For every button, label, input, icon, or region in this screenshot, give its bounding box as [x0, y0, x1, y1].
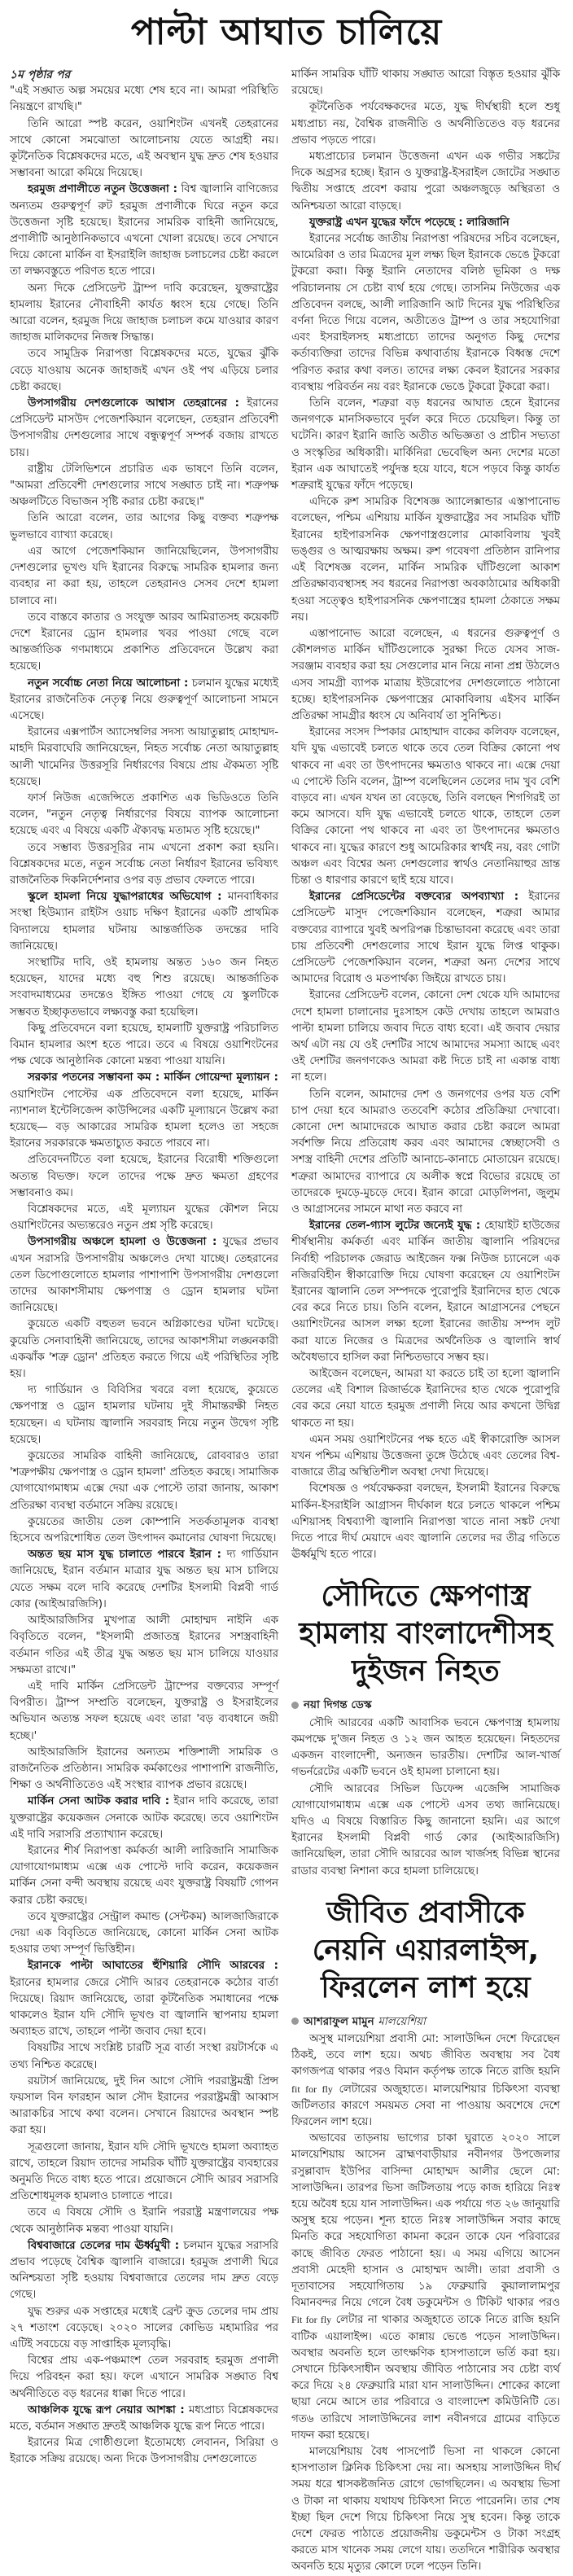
section-subheading: ইরানের তেল-গ্যাস লুটের জন্যেই যুদ্ধ : — [309, 1220, 481, 1233]
article-paragraph — [291, 494, 560, 626]
article-paragraph — [10, 2040, 278, 2073]
paragraph-text: আইআরজিসির মুখপাত্র আলী মোহাম্মদ নাইনি এক বিবৃতিতে বলেন, "ইসলামী প্রজাতন্ত্র ইরানের সশস্ত্রবাহিনী বর্তমান গতির এই তীব্র যুদ্ধ অন্তত ছয় মাস চালিয়ে যাওয়ার সক্ষমতা রাখে।" — [10, 1614, 278, 1676]
article-paragraph — [10, 1202, 278, 1234]
article-paragraph — [291, 67, 560, 99]
paragraph-text: ইরানের হামলার জেরে সৌদি আরব তেহরানকে কঠোর বার্তা দিয়েছে। রিয়াদ জানিয়েছে, তারা কূটনৈতিক সমাধানের পক্ষে থাকলেও ইরান যদি সৌদি ভূখণ্ড বা জ্বালানি স্থাপনায় হামলা অব্যাহত রাখে, তাহলে পাল্টা জবাব দেয়া হবে। — [10, 1976, 278, 2039]
paragraph-text: এস্তাপানোভ আরো বলেছেন, এ ধরনের গুরুত্বপূর্ণ ও কৌশলগত মার্কিন ঘাঁটিগুলোকে সুরক্ষা দিতে যেসব সাজ-সরঞ্জাম ব্যবহার করা হয় সেগুলোর মান নিয়ে নানা প্রশ্ন উঠলেও এসব সামগ্রী ব্যাপক মাত্রায় ইউরোপের দেশগুলোতে পাঠানো হচ্ছে। হাইপারসনিক ক্ষেপণাস্ত্রের মোকাবিলায় এইসব মার্কিন প্রতিরক্ষা সামগ্রীর ধ্বংস যে অনিবার্য তা সুনিশ্চিত। — [291, 627, 560, 722]
malaysia-story-headline: জীবিত প্রবাসীকে নেয়নি এয়ারলাইন্স, ফিরলেন লাশ হয়ে — [312, 1895, 540, 2004]
section-subheading: ইরানের প্রেসিডেন্টের বক্তব্যের অপব্যাখ্যা : — [309, 891, 519, 904]
section-subheading: বিশ্ববাজারে তেলের দাম ঊর্ধ্বমুখী : — [28, 2239, 180, 2252]
article-paragraph — [10, 1547, 278, 1613]
paragraph-text: কিছু প্রতিবেদনে বলা হয়েছে, হামলাটি যুক্তরাষ্ট্র পরিচালিত বিমান হামলার অংশ হতে পারে। তবে এ বিষয়ে ওয়াশিংটনের পক্ষ থেকে আনুষ্ঠানিক কোনো মন্তব্য পাওয়া যায়নি। — [10, 1022, 278, 1068]
paragraph-text: ওয়াশিংটন পোস্টের এক প্রতিবেদনে বলা হয়েছে, মার্কিন ন্যাশনাল ইন্টেলিজেন্স কাউন্সিলের একটি মূল্যায়নে উল্লেখ করা হয়েছে— বড় আকারের সামরিক হামলা হলেও তা সহজে ইরানের সরকারকে ক্ষমতাচ্যুত করতে পারবে না। — [10, 1088, 279, 1150]
article-paragraph — [291, 396, 560, 494]
article-paragraph — [10, 396, 278, 462]
article-paragraph — [10, 2435, 278, 2468]
article-paragraph — [10, 544, 278, 610]
article-paragraph — [291, 1432, 560, 1482]
paragraph-text: মধ্যপ্রাচ্য বিশ্লেষকদের মতে, বর্তমান সঙ্ঘাত দ্রুতই আঞ্চলিক যুদ্ধে রূপ নিতে পারে। — [10, 2403, 278, 2434]
paragraph-text: এমন সময় ওয়াশিংটনের পক্ষ হতে এই স্বীকারোক্তি আসল যখন পশ্চিম এশিয়ায় উত্তেজনা তুঙ্গে উঠেছে এবং তেলের বিশ্ব-বাজারে তীব্র অস্থিতিশীল অবস্থা দেখা দিয়েছে। — [291, 1433, 560, 1479]
article-paragraph — [10, 1316, 278, 1382]
article-paragraph — [10, 1448, 278, 1514]
article-paragraph — [10, 889, 278, 955]
paragraph-text: ইরানের প্রেসিডেন্ট বলেন, কোনো দেশ থেকে যদি আমাদের দেশে হামলা চালানোর দুঃসাহস কেউ দেখায় তাহলে আমরাও পাল্টা হামলা চালিয়ে জবাব দিতে বাধ্য হবো। এই জবাব দেয়ার অর্থ এটা নয় যে ওই দেশটির সাথে আমাদের সমস্যা আছে এবং ওই দেশটির জনগণকেও আমরা কষ্ট দিতে চাই না একান্ত বাধ্য না হলে। — [291, 989, 560, 1084]
article-paragraph — [10, 182, 278, 280]
byline-location: মালয়েশিয়া — [378, 2014, 426, 2028]
paragraph-text: তবে বাস্তবে কাতার ও সংযুক্ত আরব আমিরাতসহ কয়েকটি দেশে ইরানের ড্রোন হামলার খবর পাওয়া গেছে বলে আন্তর্জাতিক গণমাধ্যমে প্রকাশিত প্রতিবেদনে উল্লেখ করা হয়েছে। — [10, 611, 278, 673]
article-paragraph — [10, 840, 278, 890]
section-subheading: স্কুলে হামলা নিয়ে যুদ্ধাপরাধের অভিযোগ : — [28, 891, 222, 904]
main-headline: পাল্টা আঘাত চালিয়ে — [130, 11, 443, 53]
paragraph-text: হোয়াইট হাউজের শীর্ষস্থানীয় কর্মকর্তা এবং মার্কিন জাতীয় জ্বালানি পরিষদের নির্বাহী পরিচালক জেরাড আইজেন ফক্স নিউজ চ্যানেলে এক নজিরবিহীন স্বীকারোক্তি দিয়ে ঘোষণা করেছেন যে ওয়াশিংটন ইরানের জ্বালানি তেল সম্পদকে পুরোপুরি ইরানিদের হাত থেকে বের করে নিতে চায়। তিনি বলেন, ইরানে আগ্রাসনের পেছনে ওয়াশিংটনের আসল লক্ষ্য হলো ইরানের জাতীয় সম্পদ লুট করা যাতে নিজের ও মিত্রদের অর্থনৈতিক ও জ্বালানি স্বার্থ অবৈধভাবে হাসিল করা নিশ্চিতভাবে সম্ভব হয়। — [291, 1220, 560, 1364]
article-paragraph — [291, 231, 560, 396]
paragraph-text: "এই সঙ্ঘাত অল্প সময়ের মধ্যে শেষ হবে না। আমরা পরিস্থিতি নিয়ন্ত্রণে রাখছি।" — [10, 85, 278, 114]
section-subheading: উপসাগরীয় অঞ্চলে হামলা ও উত্তেজনা : — [28, 1236, 217, 1249]
article-paragraph — [10, 346, 278, 396]
article-paragraph — [291, 149, 560, 215]
paragraph-text: তবে সামুদ্রিক নিরাপত্তা বিশ্লেষকদের মতে, যুদ্ধের ঝুঁকি বেড়ে যাওয়ায় অনেক জাহাজই এখন ওই পথ এড়িয়ে চলার চেষ্টা করছে। — [10, 348, 278, 393]
english-phrase: fit for fly — [291, 2083, 333, 2095]
section-subheading: সরকার পতনের সম্ভাবনা কম : মার্কিন গোয়েন্দা মূল্যায়ন : — [28, 1071, 278, 1084]
paragraph-text: ইরানের শীর্ষ নিরাপত্তা কর্মকর্তা আলী লারিজানি সামাজিক যোগাযোগমাধ্যম এক্সে এক পোস্টে দাবি করেন, কয়েকজন মার্কিন সেনা বন্দী অবস্থায় রয়েছে এবং যুক্তরাষ্ট্র বিষয়টি গোপন করার চেষ্টা করছে। — [10, 1844, 278, 1907]
paragraph-text: যুদ্ধের প্রভাব এখন সরাসরি উপসাগরীয় অঞ্চলেও দেখা যাচ্ছে। তেহরানের তেল ডিপোগুলোতে হামলার পাশাপাশি উপসাগরীয় দেশগুলো তাদের আকাশসীমায় ক্ষেপণাস্ত্র ও ড্রোন হামলার ঘটনা জানিয়েছে। — [10, 1236, 278, 1315]
malaysia-story-body — [291, 2031, 560, 2576]
section-subheading: যুক্তরাষ্ট্র এখন যুদ্ধের ফাঁদে পড়েছে : লারিজানি — [309, 216, 510, 229]
english-phrase: Fit for fly — [291, 2314, 332, 2326]
article-paragraph — [10, 1745, 278, 1794]
article-paragraph — [291, 99, 560, 149]
article-paragraph — [10, 2140, 278, 2206]
paragraph-text: ইরানের প্রেসিডেন্ট মাসউদ পেজেশকিয়ান বলেছেন, তেহরান প্রতিবেশী উপসাগরীয় দেশগুলোর সাথে বন্ধুত্বপূর্ণ সম্পর্ক বজায় রাখতে চায়। — [10, 397, 278, 459]
paragraph-text: সূত্রগুলো জানায়, ইরান যদি সৌদি ভূখণ্ডে হামলা অব্যাহত রাখে, তাহলে রিয়াদ তাদের সামরিক ঘাঁটি যুক্তরাষ্ট্রের ব্যবহারের অনুমতি দিতে বাধ্য হতে পারে। প্রয়োজনে সৌদি আরব সরাসরি প্রতিশোধমূলক হামলাও চালাতে পারে। — [10, 2140, 278, 2203]
paragraph-text: মানবাধিকার সংস্থা হিউম্যান রাইটস ওয়াচ দক্ষিণ ইরানের একটি প্রাথমিক বিদ্যালয়ে হামলার ঘটনায় আন্তর্জাতিক তদন্তের দাবি জানিয়েছে। — [10, 891, 278, 953]
article-paragraph — [291, 1218, 560, 1366]
paragraph-text: যুদ্ধ শুরুর এক সপ্তাহের মধ্যেই ব্রেন্ট ক্রুড তেলের দাম প্রায় ২৭ শতাংশ বেড়েছে। ২০২০ সালের কোভিড মহামারির পর এটিই সবচেয়ে বড় সাপ্তাহিক মূল্যবৃদ্ধি। — [10, 2305, 278, 2351]
paragraph-text: মালয়েশিয়ায় বৈধ পাসপোর্ট ভিসা না থাকলে কোনো হাসপাতাল ক্লিনিক চিকিৎসা দেয় না। অসহায় সালাউদ্দিন দীর্ঘ সময় ধরে শ্বাসকষ্টজনিত রোগে ভোগছিলেন। এ অবস্থায় ভিসা ও টাকা না থাকায় যথাযথ চিকিৎসা নিতে পারেননি। তার শেষ ইচ্ছা ছিল দেশে গিয়ে চিকিৎসা নিয়ে সুস্থ হবেন। কিন্তু তাকে দেশে ফেরত পাঠাতে প্রয়োজনীয় ডকুমেন্টস ও টাকা সংগ্রহ করতে মাস খানেক সময় লেগে যায়। ততদিনে শারীরিক অবস্থার অবনতি হয়ে মৃত্যুর কোলে ঢলে পড়েন তিনি। — [291, 2446, 560, 2574]
section-subheading: হরমুজ প্রণালীতে নতুন উত্তেজনা : — [28, 183, 177, 196]
article-paragraph — [10, 1234, 278, 1316]
paragraph-text: ইরানের সংসদ স্পিকার মোহাম্মাদ বাকের কলিবফ বলেছেন, যদি যুদ্ধ এভাবেই চলতে থাকে তবে তেল বিক্রির কোনো পথ থাকবে না এবং তা উৎপাদনের ক্ষমতাও থাকবে না। এক্সে দেয়া এ পোস্টে তিনি বলেন, ট্রাম্প বলেছিলেন তেলের দাম খুব বেশি বাড়বে না। এখন যখন তা বেড়েছে, তিনি বলছেন শিগগিরই তা কমে আসবে। যদি যুদ্ধ এভাবেই চলতে থাকে, তাহলে তেল বিক্রির কোনো পথ থাকবে না এবং তা উৎপাদনের ক্ষমতাও থাকবে না। যুদ্ধের কারণে শুধু আমেরিকার স্বার্থই নয়, বরং গোটা অঞ্চল এবং বিশ্বের অন্য দেশগুলোর স্বার্থও নেতানিয়াহুর ভ্রান্ত চিন্তা ও ধারণার কারণে ছাই হয়ে যাবে। — [291, 726, 560, 887]
left-column — [10, 67, 278, 2576]
article-paragraph — [291, 889, 560, 988]
paragraph-text: প্রতিবেদনটিতে বলা হয়েছে, ইরানের বিরোধী শক্তিগুলো অত্যন্ত বিভক্ত। ফলে তাদের পক্ষে দ্রুত ক্ষমতা গ্রহণের সম্ভাবনাও কম। — [10, 1154, 278, 1199]
article-paragraph — [10, 1909, 278, 1959]
section-subheading: মার্কিন সেনা আটক করার দাবি : — [28, 1795, 170, 1808]
paragraph-text: বিশ্লেষকদের মতে, এই মূল্যায়ন যুদ্ধের কৌশল নিয়ে ওয়াশিংটনের অভ্যন্তরেও নতুন প্রশ্ন সৃষ্টি করেছে। — [10, 1203, 278, 1233]
section-subheading: আঞ্চলিক যুদ্ধে রূপ নেয়ার আশঙ্কা : — [28, 2403, 185, 2416]
malaysia-story-byline — [291, 2013, 560, 2030]
paragraph-text: এদিকে রুশ সামরিক বিশেষজ্ঞ অ্যালেক্সান্ডার এস্তাপানোভ বলেছেন, পশ্চিম এশিয়ায় মার্কিন যুক্তরাষ্ট্রের সব সামরিক ঘাঁটি ইরানের হাইপারসনিক ক্ষেপণাস্ত্রগুলোর মোকাবিলায় খুবই ভঙ্গুর ও আত্মরক্ষায় অক্ষম। রুশ গবেষণা প্রতিষ্ঠান রানিপার এই বিশেষজ্ঞ বলেন, মার্কিন সামরিক ঘাঁটিগুলো আকাশ প্রতিরক্ষাব্যবস্থাসহ সব ধরনের নিরাপত্তা অবকাঠামোর অধিকারী হওয়া সত্ত্বেও হাইপারসনিক ক্ষেপণাস্ত্রের হামলা ঠেকাতে সক্ষম নয়। — [291, 496, 560, 624]
paragraph-text: অন্য দিকে প্রেসিডেন্ট ট্রাম্প দাবি করেছেন, যুক্তরাষ্ট্রের হামলায় ইরানের নৌবাহিনী কার্যত ধ্বংস হয়ে গেছে। তিনি আরো বলেন, হরমুজ দিয়ে জাহাজ চলাচল কমে যাওয়ার কারণ জাহাজ মালিকদের নিজস্ব সিদ্ধান্ত। — [10, 282, 278, 344]
main-story-continuation — [291, 67, 560, 1563]
paragraph-text: লেটার না থাকার অজুহাতে তাকে নিতে রাজি হয়নি বাটিক এয়ালাইন্স। এতে কান্নায় ভেঙে পড়েন সালাউদ্দিন। অবস্থার অবনতি হলে তাৎক্ষণিক হাসপাতালে ভর্তি করা হয়। সেখানে চিকিৎসাধীন অবস্থায় জীবিত পাঠানোর সব চেষ্টা ব্যর্থ করে দিয়ে ২৪ ফেব্রুয়ারি মারা যান সালাউদ্দিন। শোকের কালো ছায়া নেমে আসে তার পরিবারে ও বাংলাদেশ কমিউনিটি তে। গত৬ তারিখে সালাউদ্দিনের লাশ নবীনগরে গ্রামের বাড়িতে দাফন করা হয়েছে। — [291, 2314, 560, 2442]
article-paragraph — [10, 510, 278, 543]
bullet-icon — [291, 2017, 299, 2025]
paragraph-text: কুয়েতে একটি বহুতল ভবনে অগ্নিকাণ্ডের ঘটনা ঘটেছে। কুয়েতি সেনাবাহিনী জানিয়েছে, তাদের আকাশসীমা লঙ্ঘনকারী একঝাঁক 'শত্রু ড্রোন' প্রতিহত করতে গিয়ে এই পরিস্থিতির সৃষ্টি হয়। — [10, 1318, 278, 1381]
paragraph-text: কুয়েতের সামরিক বাহিনী জানিয়েছে, রোববারও তারা 'শত্রুপক্ষীয় ক্ষেপণাস্ত্র ও ড্রোন হামলা' প্রতিহত করছে। সামাজিক যোগাযোগমাধ্যম এক্সে দেয়া এক পোস্টে তারা জানায়, আকাশ প্রতিরক্ষা ব্যবস্থা বর্তমানে সক্রিয় রয়েছে। — [10, 1450, 278, 1512]
section-subheading: ইরানকে পাল্টা আঘাতের হুঁশিয়ারি সৌদি আরবের : — [28, 1960, 278, 1973]
article-paragraph — [10, 1679, 278, 1745]
article-paragraph — [10, 1070, 278, 1152]
section-subheading: উপসাগরীয় দেশগুলোকে আশ্বাস তেহরানের : — [28, 397, 239, 410]
article-paragraph — [10, 725, 278, 791]
malaysia-story — [291, 1895, 560, 2576]
saudi-story — [291, 1578, 560, 1879]
paragraph-text: তবে সম্ভাব্য উত্তরসূরির নাম এখনো প্রকাশ করা হয়নি। বিশ্লেষকদের মতে, নতুন সর্বোচ্চ নেতা নির্ধারণ ইরানের ভবিষ্যৎ রাজনৈতিক দিকনির্দেশনার ওপর বড় প্রভাব ফেলতে পারে। — [10, 841, 278, 887]
article-paragraph — [10, 1514, 278, 1547]
paragraph-text: কূটনৈতিক পর্যবেক্ষকদের মতে, যুদ্ধ দীর্ঘস্থায়ী হলে শুধু মধ্যপ্রাচ্য নয়, বৈশ্বিক রাজনীতি ও অর্থনীতিতেও বড় ধরনের প্রভাব পড়তে পারে। — [291, 101, 560, 147]
article-paragraph — [10, 1021, 278, 1071]
paragraph-text: বিশ্ব জ্বালানি বাণিজ্যের অন্যতম গুরুত্বপূর্ণ রুট হরমুজ প্রণালীকে ঘিরে নতুন করে উত্তেজনা সৃষ্টি হয়েছে। ইরানের সামরিক বাহিনী জানিয়েছে, প্রণালীটি আনুষ্ঠানিকভাবে এখনো খোলা রয়েছে। তবে সেখানে দিয়ে কোনো মার্কিন বা ইসরাইলি জাহাজ চলাচলের চেষ্টা করলে তা লক্ষ্যবস্তুতে পরিণত হতে পারে। — [10, 183, 278, 278]
byline-name: আশরাফুল মামুন — [304, 2014, 374, 2028]
article-paragraph — [10, 116, 278, 182]
section-subheading: নতুন সর্বোচ্চ নেতা নিয়ে আলোচনা : — [28, 677, 189, 690]
paragraph-text: ইরানের সর্বোচ্চ জাতীয় নিরাপত্তা পরিষদের সচিব বলেছেন, আমেরিকা ও তার মিত্রদের মূল লক্ষ্য ছিল ইরানকে ভেঙে টুকরো টুকরো করা। কিন্তু ইরানি নেতাদের বলিষ্ঠ ভূমিকা ও দক্ষ পরিচালনায় সে চেষ্টা ব্যর্থ হয়ে গেছে। তাসনিম নিউজের এক প্রতিবেদন বলছে, আলী লারিজানি আট দিনের যুদ্ধ পরিস্থিতির বর্ণনা দিতে গিয়ে বলেন, অতীতেও ট্রাম্প ও তার সহযোগিরা এবং ইসরাইলসহ মধ্যপ্রাচ্যে তাদের অনুগত কিছু দেশের কর্তাব্যক্তিরা তাদের বিভিন্ন কথাবার্তায় ইরানকে বিধ্বস্ত দেশে পরিণত করার কথা বলত। তাদের লক্ষ্য কেবল ইরানের সরকার ব্যবস্থায় পরিবর্তন নয় বরং ইরানকে ভেঙে টুকরো টুকরো করা। — [291, 233, 560, 393]
article-paragraph — [10, 2238, 278, 2304]
paragraph-text: বিষয়টির সাথে সংশ্লিষ্ট চারটি সূত্র বার্তা সংস্থা রয়টার্সকে এ তথ্য নিশ্চিত করেছে। — [10, 2042, 278, 2071]
paragraph-text: দ্য গার্ডিয়ান ও বিবিসির খবরে বলা হয়েছে, কুয়েতে ক্ষেপণাস্ত্র ও ড্রোন হামলার ঘটনায় দুই সীমান্তরক্ষী নিহত হয়েছেন। এ ঘটনায় জ্বালানি সরবরাহ নিয়ে নতুন উদ্বেগ সৃষ্টি হয়েছে। — [10, 1384, 278, 1446]
article-paragraph — [10, 1152, 278, 1202]
paragraph-text: তবে এ বিষয়ে সৌদি ও ইরানি পররাষ্ট্র মন্ত্রণালয়ের পক্ষ থেকে আনুষ্ঠানিক মন্তব্য পাওয়া যায়নি। — [10, 2206, 278, 2236]
article-paragraph — [10, 2205, 278, 2237]
paragraph-text: বিশ্বের প্রায় এক-পঞ্চমাংশ তেল সরবরাহ হরমুজ প্রণালী দিয়ে পরিবহন করা হয়। ফলে এখানে সামরিক সঙ্ঘাত বিশ্ব অর্থনীতিতে বড় ধরনের ধাক্কা দিতে পারে। — [10, 2355, 278, 2400]
malaysia-paragraph — [291, 2031, 560, 2131]
paragraph-text: তিনি বলেন, আমাদের দেশ ও জনগণের ওপর যত বেশি চাপ দেয়া হবে আমরাও ততবেশি কঠোর প্রতিক্রিয়া দেখাবো। কোনো দেশ আমাদেরকে আঘাত করার চেষ্টা করলে আমরা সর্বশক্তি নিয়ে প্রতিরোধ করব এবং আমাদের স্বেচ্ছাসেবী ও সশস্ত্র বাহিনী দেশের প্রতিটি আনাচে-কানাচে মোতায়েন রয়েছে। শত্রুরা আমাদের ব্যাপারে যে অলীক স্বপ্নে বিভোর রয়েছে তা তাদেরকে দুমড়ে-মুচড়ে দেবে। ইরান কারো মোড়লিপনা, জুলুম ও আগ্রাসনের সামনে মাথা নত করবে না — [291, 1088, 560, 1216]
article-paragraph — [10, 281, 278, 347]
article-paragraph — [10, 2074, 278, 2140]
saudi-story-headline: সৌদিতে ক্ষেপণাস্ত্র হামলায় বাংলাদেশীসহ দুইজন নিহত — [299, 1579, 553, 1689]
article-paragraph — [10, 1958, 278, 2040]
paragraph-text: মার্কিন সামরিক ঘাঁটি থাকায় সঙ্ঘাত আরো বিস্তৃত হওয়ার ঝুঁকি রয়েছে। — [291, 68, 560, 98]
paragraph-text: তিনি আরো বলেন, তার আগের কিছু বক্তব্য শত্রুপক্ষ ভুলভাবে ব্যাখ্যা করেছে। — [10, 512, 278, 541]
paragraph-text: চলমান যুদ্ধের মধ্যেই ইরানের রাজনৈতিক নেতৃত্ব নিয়ে গুরুত্বপূর্ণ আলোচনা সামনে এসেছে। — [10, 677, 278, 722]
article-paragraph — [291, 1481, 560, 1563]
paragraph-text: রাষ্ট্রীয় টেলিভিশনে প্রচারিত এক ভাষণে তিনি বলেন, "আমরা প্রতিবেশী দেশগুলোর সাথে সঙ্ঘাত চাই না। শত্রুপক্ষ অঞ্চলটিতে বিভাজন সৃষ্টি করার চেষ্টা করছে।" — [10, 462, 278, 509]
article-paragraph — [10, 791, 278, 840]
article-paragraph — [10, 1843, 278, 1909]
article-paragraph — [291, 1366, 560, 1432]
article-paragraph — [10, 462, 278, 511]
article-paragraph — [10, 83, 278, 116]
paragraph-text: আইজেন বলেছেন, আমরা যা করতে চাই তা হলো জ্বালানি তেলের এই বিশাল রিজার্ভকে ইরানিদের হাত থেকে পুরোপুরি বের করে নেয়া যাতে হরমুজ প্রণালী নিয়ে আর কখনো উদ্বিগ্ন থাকতে না হয়। — [291, 1368, 560, 1430]
paragraph-text: কুয়েতের জাতীয় তেল কোম্পানি সতর্কতামূলক ব্যবস্থা হিসেবে অপরিশোধিত তেল উৎপাদন কমানোর ঘোষণা দিয়েছে। — [10, 1515, 278, 1545]
paragraph-text: সংস্থাটির দাবি, ওই হামলায় অন্তত ১৬০ জন নিহত হয়েছেন, যাদের মধ্যে বহু শিশু রয়েছে। আন্তর্জাতিক সংবাদমাধ্যমের তদন্তেও ইঙ্গিত পাওয়া গেছে যে স্কুলটিকে সম্ভবত ইচ্ছাকৃতভাবে লক্ষ্যবস্তু করা হয়েছিল। — [10, 956, 278, 1019]
paragraph-text: ইরানের প্রেসিডেন্ট মাসুদ পেজেশকিয়ান বলেছেন, শত্রুরা আমার বক্তব্যের ব্যাপারে খুবই অপরিপক্ক চিন্তাভাবনা করেছে এবং তারা চায় প্রতিবেশী দেশগুলোর সাথে ইরান যুদ্ধে লিপ্ত থাকুক। প্রেসিডেন্ট পেজেশকিয়ান বলেন, শত্রুরা অন্য দেশের সাথে আমাদের বিরোধ ও মতপার্থক্য জিইয়ে রাখতে চায়। — [291, 891, 560, 986]
article-paragraph — [291, 725, 560, 889]
paragraph-text: তবে যুক্তরাষ্ট্রের সেন্ট্রাল কমান্ড (সেন্টকম) আলজাজিরাকে দেয়া এক বিবৃতিতে জানিয়েছে, কোনো মার্কিন সেনা আটক হওয়ার তথ্য সম্পূর্ণ ভিত্তিহীন। — [10, 1910, 278, 1956]
paragraph-text: বিশেষজ্ঞ ও পর্যবেক্ষকরা বলছেন, ইসলামী ইরানের বিরুদ্ধে মার্কিন-ইসরাইলি আগ্রাসন দীর্ঘকাল ধরে চলতে থাকলে পশ্চিম এশিয়াসহ বিশ্বব্যাপী জ্বালানি নিরাপত্তা খাতে নানা সঙ্কট দেখা দিতে পারে দীর্ঘ মেয়াদে এবং জ্বালানি তেলের দর তীব্র গতিতে ঊর্ধ্বমুখি হতে পারে। — [291, 1483, 560, 1562]
article-paragraph — [291, 1087, 560, 1219]
paragraph-text: ইরানের মিত্র গোষ্ঠীগুলো ইতোমধ্যে লেবানন, সিরিয়া ও ইরাকে সক্রিয় রয়েছে। অন্য দিকে উপসাগরীয় দেশগুলোতে — [10, 2437, 278, 2466]
paragraph-text: রয়টার্স জানিয়েছে, দুই দিন আগে সৌদি পররাষ্ট্রমন্ত্রী প্রিন্স ফয়সাল বিন ফারহান আল সৌদ ইরানের পররাষ্ট্রমন্ত্রী আব্বাস আরাকচির সাথে কথা বলেন। সেখানে রিয়াদের অবস্থান স্পষ্ট করা হয়। — [10, 2074, 278, 2137]
article-paragraph — [291, 988, 560, 1086]
section-subheading: অন্তত ছয় মাস যুদ্ধ চালাতে পারবে ইরান : — [28, 1549, 221, 1562]
article-paragraph — [10, 610, 278, 676]
bullet-icon — [291, 1702, 299, 1709]
continued-from-label: ১ম পৃষ্ঠার পর — [10, 68, 71, 81]
saudi-paragraph: সৌদি আরবের সিভিল ডিফেন্স এজেন্সি সামাজিক যোগাযোগমাধ্যম এক্সে এক পোস্টে এসব তথ্য জানিয়েছে। যদিও এ বিষয়ে বিস্তারিত কিছু জানানো হয়নি। এর আগে ইরানের ইসলামী বিপ্লবী গার্ড কোর (আইআরজিসি) জানিয়েছিল, তারা সৌদি আরবের আল খার্জসহ বিভিন্ন স্থানের রাডার ব্যবস্থা নিশানা করে হামলা চালিয়েছে। — [291, 1782, 560, 1877]
article-paragraph — [10, 1794, 278, 1843]
paragraph-text: লেটারের অজুহাতে। মালয়েশিয়ার চিকিৎসা ব্যবস্থা জটিলতার কারণে সময়মত সেবা না পাওয়ায় অবশেষে দেশে ফিরলেন লাশ হয়ে। — [291, 2083, 560, 2128]
article-paragraph — [10, 2353, 278, 2403]
malaysia-paragraph — [291, 2131, 560, 2444]
article-columns — [10, 67, 563, 2576]
paragraph-text: এর আগে পেজেশকিয়ান জানিয়েছিলেন, উপসাগরীয় দেশগুলোর ভূখণ্ড যদি ইরানের বিরুদ্ধে সামরিক হামলার জন্য ব্যবহার না করা হয়, তাহলে তেহরানও সেসব দেশে হামলা চালাবে না। — [10, 545, 278, 607]
article-paragraph — [10, 2403, 278, 2435]
article-paragraph — [10, 1613, 278, 1679]
paragraph-text: ইরানের এক্সপার্টস অ্যাসেম্বলির সদস্য আয়াতুল্লাহ মোহাম্মদ-মাহদি মিরবাঘেরি জানিয়েছেন, নিহত সর্বোচ্চ নেতা আয়াতুল্লাহ আলী খামেনির উত্তরসূরি নির্ধারণের বিষয়ে প্রায় ঐকমত্য সৃষ্টি হয়েছে। — [10, 726, 278, 788]
malaysia-paragraph — [291, 2444, 560, 2576]
paragraph-text: এই দাবি মার্কিন প্রেসিডেন্ট ট্রাম্পের বক্তব্যের সম্পূর্ণ বিপরীত। ট্রাম্প সম্প্রতি বলেছেন, যুক্তরাষ্ট্র ও ইসরাইলের অভিযান অত্যন্ত সফল হয়েছে এবং তারা 'বড় ব্যবধানে জয়ী হচ্ছে।' — [10, 1680, 278, 1742]
article-paragraph — [10, 1382, 278, 1448]
paragraph-text: ফার্স নিউজ এজেন্সিতে প্রকাশিত এক ভিডিওতে তিনি বলেন, "নতুন নেতৃত্ব নির্ধারণের বিষয়ে ব্যাপক আলোচনা হয়েছে এবং এ বিষয়ে একটি ঐক্যবদ্ধ মতামত সৃষ্টি হয়েছে।" — [10, 791, 278, 838]
article-paragraph — [10, 676, 278, 725]
right-column — [291, 67, 560, 2576]
paragraph-text: আইআরজিসি ইরানের অন্যতম শক্তিশালী সামরিক ও রাজনৈতিক প্রতিষ্ঠান। সামরিক কর্মকাণ্ডের পাশাপাশি রাজনীতি, শিক্ষা ও অর্থনীতিতেও এই সংস্থার ব্যাপক প্রভাব রয়েছে। — [10, 1746, 278, 1792]
paragraph-text: চলমান যুদ্ধের সরাসরি প্রভাব পড়েছে বৈশ্বিক জ্বালানি বাজারে। হরমুজ প্রণালী ঘিরে অনিশ্চয়তা সৃষ্টি হওয়ায় বিশ্ববাজারে তেলের দাম দ্রুত বেড়ে গেছে। — [10, 2239, 278, 2302]
paragraph-text: তিনি আরো স্পষ্ট করেন, ওয়াশিংটন এখনই তেহরানের সাথে কোনো সমঝোতা আলোচনায় যেতে আগ্রহী নয়। কূটনৈতিক বিশ্লেষকদের মতে, এই অবস্থান যুদ্ধ দ্রুত শেষ হওয়ার সম্ভাবনা আরো কমিয়ে দিয়েছে। — [10, 117, 278, 180]
paragraph-text: তিনি বলেন, শত্রুরা বড় ধরনের আঘাত হেনে ইরানের জনগণকে মানসিকভাবে দুর্বল করে দিতে চেয়েছিল। কিন্তু তা ঘটেনি। কারণ ইরানি জাতি অতীত অভিজ্ঞতা ও প্রাচীন সভ্যতা ও সংস্কৃতির অধিকারী। মার্কিনিরা ভেবেছিল অন্য দেশের মতো ইরান এক আঘাতেই পর্যুদস্ত হয়ে যাবে, ধসে পড়বে কিন্তু কার্যত শত্রুরাই যুদ্ধের ফাঁদে পড়েছে। — [291, 397, 560, 493]
paragraph-text: দ্য গার্ডিয়ান জানিয়েছে, ইরান বর্তমান মাত্রার যুদ্ধ অন্তত ছয় মাস চালিয়ে যেতে সক্ষম বলে দাবি করেছে দেশটির ইসলামী বিপ্লবী গার্ড কোর (আইআরজিসি)। — [10, 1549, 278, 1610]
paragraph-text: মধ্যপ্রাচ্যের চলমান উত্তেজনা এখন এক গভীর সঙ্কটের দিকে অগ্রসর হচ্ছে। ইরান ও যুক্তরাষ্ট্র-ইসরাইল জোটের সঙ্ঘাত দ্বিতীয় সপ্তাহে প্রবেশ করায় পুরো অঞ্চলজুড়ে অস্থিরতা ও অনিশ্চয়তা আরো বাড়ছে। — [291, 151, 560, 212]
article-paragraph — [10, 2304, 278, 2354]
byline-name: নয়া দিগন্ত ডেস্ক — [304, 1698, 372, 1712]
saudi-story-byline — [291, 1697, 560, 1713]
article-paragraph — [291, 626, 560, 725]
article-paragraph — [10, 955, 278, 1021]
paragraph-text: ইরান দাবি করেছে, তারা যুক্তরাষ্ট্রের কয়েকজন সেনাকে আটক করেছে। তবে ওয়াশিংটন এই দাবি সরাসরি প্রত্যাখ্যান করেছে। — [10, 1795, 279, 1841]
paragraph-text: অভাবের তাড়নায় ভাগ্যের চাকা ঘুরাতে ২০২০ সালে মালয়েশিয়ায় আসেন ব্রাহ্মণবাড়ীয়ার নবীনগর উপজেলার রসুল্লাবাদ ইউপির বাসিন্দা মোহাম্মদ আলীর ছেলে মো: সালাউদ্দিন। তারপর ভিসা জটিলতায় পড়ে কাজ হারিয়ে নিঃস্ব হয়ে অবৈধ হয়ে যান সালাউদ্দিন। এক পর্যায়ে গত ২৬ জানুয়ারি অসুস্থ হয়ে পড়েন। শূন্য হাতে নিঃস্ব সালাউদ্দিন সবার কাছে মিনতি করে সহযোগিতা কামনা করেন তাকে যেন পরিবারের কাছে জীবিত ফেরত পাঠানো হয়। এ সময় এগিয়ে আসেন প্রবাসী মেহেদী হাসান ও মোহাম্মদ আলী। তারা প্রবাসী ও দূতাবাসের সহযোগিতায় ১৯ ফেব্রুয়ারি কুয়ালালামপুর বিমানবন্দর নিয়ে গেলে বৈধ ডকুমেন্টস ও টিকিট থাকার পরও — [291, 2132, 560, 2310]
saudi-paragraph: সৌদি আরবের একটি আবাসিক ভবনে ক্ষেপণাস্ত্র হামলায় কমপক্ষে দু'জন নিহত ও ১২ জন আহত হয়েছেন। নিহতদের একজন বাংলাদেশী, অন্যজন ভারতীয়। দেশটির আল-খার্জ গভর্নরেটের একটি ভবনে ওই হামলা চালানো হয়। — [291, 1716, 560, 1779]
paragraph-text: অসুস্থ মালয়েশিয়া প্রবাসী মো: সালাউদ্দিন দেশে ফিরেছেন ঠিকই, তবে লাশ হয়ে। অথচ জীবিত অবস্থায় সব বৈধ কাগজপত্র থাকার পরও বিমান কর্তৃপক্ষ তাকে নিতে রাজি হয়নি — [291, 2032, 560, 2079]
